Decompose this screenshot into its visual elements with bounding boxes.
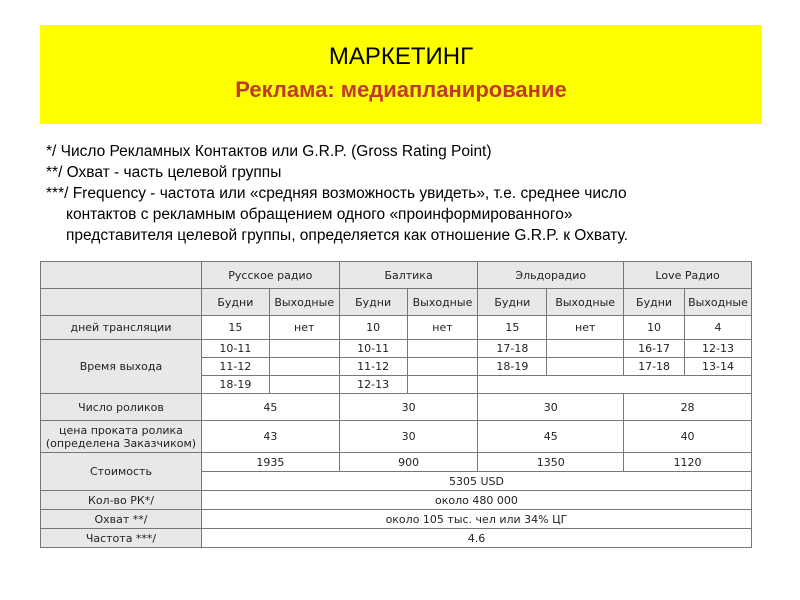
note-grp: */ Число Рекламных Контактов или G.R.P. (Gross Rating Point) [46, 143, 492, 160]
table-row [41, 529, 752, 548]
day-type-header: Выходные [407, 289, 478, 316]
table-row [41, 316, 752, 340]
cell: 10-11 [339, 340, 407, 358]
price-label-line-2: (определена Заказчиком) [45, 436, 197, 450]
cell [269, 340, 339, 358]
cell: около 105 тыс. чел или 34% ЦГ [201, 510, 751, 529]
cell: 11-12 [201, 358, 269, 376]
cell: 15 [201, 316, 269, 340]
row-label: Время выхода [41, 340, 202, 394]
table-row [41, 262, 752, 289]
empty-cell [684, 376, 751, 394]
table-row [41, 453, 752, 472]
note-frequency: ***/ Frequency - частота или «средняя возможность увидеть», т.е. среднее число [46, 185, 627, 202]
empty-cell [547, 376, 624, 394]
page-title: МАРКЕТИНГ [328, 43, 474, 70]
cell: 900 [339, 453, 478, 472]
row-label: Охват **/ [41, 510, 202, 529]
cell: 1935 [201, 453, 339, 472]
note-frequency-cont-2: представителя целевой группы, определяется как отношение G.R.P. к Охвату. [66, 227, 629, 244]
table-row [41, 421, 752, 453]
table-row [41, 510, 752, 529]
cell: 11-12 [339, 358, 407, 376]
cell [407, 376, 478, 394]
cell [407, 340, 478, 358]
note-frequency-cont-1: контактов с рекламным обращением одного «проинформированного» [66, 206, 573, 223]
cell: 4.6 [201, 529, 751, 548]
row-label: Частота ***/ [41, 529, 202, 548]
cell: 10-11 [201, 340, 269, 358]
day-type-header: Будни [201, 289, 269, 316]
cell: 45 [201, 394, 339, 421]
table-row [41, 289, 752, 316]
cell: нет [269, 316, 339, 340]
cell: 30 [339, 421, 478, 453]
cell: 13-14 [684, 358, 751, 376]
station-header: Русское радио [201, 262, 339, 289]
day-type-header: Будни [339, 289, 407, 316]
cell: 1350 [478, 453, 624, 472]
cell: около 480 000 [201, 491, 751, 510]
row-label: Стоимость [41, 453, 202, 491]
cell: нет [547, 316, 624, 340]
table-row [41, 340, 752, 358]
cell: 10 [624, 316, 685, 340]
cell [269, 376, 339, 394]
empty-cell [478, 376, 547, 394]
cell: 17-18 [478, 340, 547, 358]
notes-block [46, 141, 761, 246]
cell: 43 [201, 421, 339, 453]
table-row [41, 394, 752, 421]
day-type-header: Выходные [684, 289, 751, 316]
day-type-header: Будни [478, 289, 547, 316]
station-header: Love Радио [624, 262, 752, 289]
cell: 18-19 [201, 376, 269, 394]
day-type-header: Будни [624, 289, 685, 316]
row-label: Кол-во РК*/ [41, 491, 202, 510]
cell: 30 [478, 394, 624, 421]
cell: 45 [478, 421, 624, 453]
cell: 12-13 [684, 340, 751, 358]
cell: нет [407, 316, 478, 340]
cell: 5305 USD [201, 472, 751, 491]
page-subtitle: Реклама: медиапланирование [235, 77, 567, 102]
row-label: Число роликов [41, 394, 202, 421]
cell: 30 [339, 394, 478, 421]
cell: 1120 [624, 453, 752, 472]
cell: 40 [624, 421, 752, 453]
cell: 15 [478, 316, 547, 340]
corner-cell [41, 262, 202, 289]
empty-cell [624, 376, 685, 394]
cell [547, 358, 624, 376]
day-type-header: Выходные [269, 289, 339, 316]
day-type-header: Выходные [547, 289, 624, 316]
note-reach: **/ Охват - часть целевой группы [46, 164, 282, 181]
station-header: Эльдорадио [478, 262, 624, 289]
cell: 28 [624, 394, 752, 421]
station-header: Балтика [339, 262, 478, 289]
cell: 4 [684, 316, 751, 340]
cell: 17-18 [624, 358, 685, 376]
cell [269, 358, 339, 376]
cell: 18-19 [478, 358, 547, 376]
row-label [41, 421, 202, 453]
price-label-line-1: цена проката ролика [59, 423, 183, 437]
empty-cell [41, 289, 202, 316]
cell: 12-13 [339, 376, 407, 394]
table-row [41, 491, 752, 510]
cell: 16-17 [624, 340, 685, 358]
cell: 10 [339, 316, 407, 340]
cell [407, 358, 478, 376]
cell [547, 340, 624, 358]
media-plan-table [40, 261, 752, 548]
row-label: дней трансляции [41, 316, 202, 340]
title-banner [40, 25, 762, 124]
